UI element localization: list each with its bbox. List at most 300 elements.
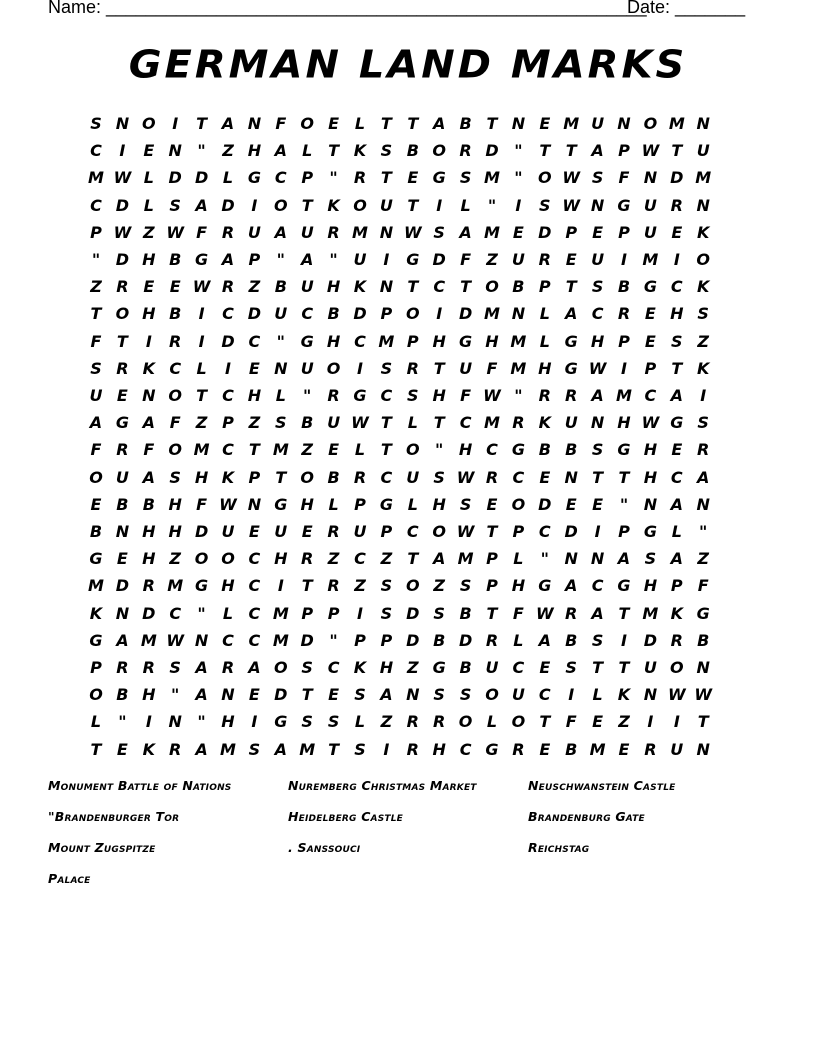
grid-letter: E — [486, 494, 498, 514]
grid-letter: F — [486, 358, 498, 378]
grid-letter: U — [379, 195, 393, 215]
grid-letter: U — [353, 250, 367, 269]
grid-letter: R — [406, 712, 419, 732]
grid-letter: I — [145, 712, 152, 732]
grid-letter: O — [273, 195, 288, 215]
grid-letter: R — [116, 277, 129, 297]
grid-letter: K — [327, 195, 340, 215]
grid-letter: G — [195, 576, 209, 596]
grid-letter: L — [143, 195, 154, 215]
grid-letter: Z — [222, 141, 234, 161]
grid-letter: R — [169, 331, 182, 351]
grid-letter: S — [697, 413, 709, 433]
grid-letter: O — [273, 658, 288, 677]
grid-letter: D — [643, 630, 658, 650]
grid-letter: F — [169, 413, 181, 433]
grid-letter: N — [696, 494, 710, 514]
grid-letter: U — [300, 277, 314, 297]
grid-letter: O — [221, 549, 235, 569]
word-list-item: Neuschwanstein Castle — [528, 778, 676, 793]
grid-letter: R — [485, 630, 499, 650]
grid-letter: R — [221, 222, 235, 242]
grid-letter: E — [671, 440, 683, 460]
grid-letter: E — [512, 222, 524, 242]
grid-letter: U — [591, 114, 605, 133]
grid-letter: H — [326, 331, 341, 351]
grid-letter: F — [196, 494, 208, 514]
grid-letter: M — [563, 114, 580, 133]
grid-letter: M — [272, 440, 289, 460]
grid-letter: T — [380, 168, 392, 188]
grid-letter: D — [406, 630, 420, 650]
grid-letter: L — [592, 685, 603, 705]
grid-letter: M — [668, 114, 685, 133]
grid-letter: A — [248, 658, 261, 677]
grid-letter: S — [301, 658, 313, 677]
grid-letter: S — [433, 222, 445, 242]
grid-letter: P — [486, 549, 498, 569]
grid-letter: E — [407, 168, 419, 188]
grid-letter: P — [90, 658, 102, 677]
grid-letter: W — [403, 222, 422, 242]
grid-letter: L — [513, 630, 524, 650]
grid-letter: R — [512, 739, 525, 759]
grid-letter: B — [142, 494, 155, 514]
grid-letter: H — [432, 739, 446, 759]
grid-letter: G — [300, 331, 314, 351]
grid-letter: O — [405, 304, 420, 324]
grid-letter: A — [195, 195, 208, 215]
grid-letter: S — [380, 576, 393, 596]
grid-letter: M — [167, 576, 184, 596]
grid-letter: N — [643, 685, 658, 705]
grid-letter: N — [643, 168, 658, 188]
grid-letter: D — [142, 603, 156, 623]
grid-letter: " — [197, 603, 206, 623]
grid-letter: R — [301, 549, 314, 569]
grid-letter: E — [169, 277, 181, 297]
grid-letter: T — [592, 658, 604, 677]
grid-letter: N — [142, 386, 156, 405]
grid-letter: I — [594, 522, 601, 541]
grid-letter: B — [565, 440, 578, 460]
grid-letter: Z — [248, 277, 261, 297]
grid-letter: I — [568, 685, 575, 705]
grid-letter: K — [353, 277, 367, 297]
grid-letter: T — [433, 413, 445, 433]
grid-letter: T — [116, 331, 128, 351]
grid-letter: T — [618, 467, 630, 487]
grid-letter: P — [538, 277, 551, 297]
grid-letter: R — [538, 386, 551, 405]
word-list-item: Reichstag — [528, 840, 590, 855]
grid-letter: K — [89, 603, 103, 623]
grid-letter: C — [354, 331, 366, 351]
grid-letter: H — [458, 440, 473, 460]
grid-letter: R — [221, 277, 235, 297]
grid-letter: Z — [327, 549, 340, 569]
grid-letter: U — [696, 141, 710, 161]
grid-letter: A — [591, 603, 604, 623]
grid-letter: M — [616, 386, 632, 405]
grid-letter: B — [274, 277, 287, 297]
grid-letter: O — [485, 685, 499, 705]
grid-letter: I — [621, 250, 627, 269]
grid-letter: L — [486, 712, 498, 732]
grid-letter: Z — [380, 549, 393, 569]
grid-letter: C — [538, 522, 551, 541]
grid-letter: O — [432, 522, 446, 541]
grid-letter: R — [617, 304, 631, 324]
grid-letter: C — [380, 386, 393, 405]
grid-letter: H — [168, 522, 182, 541]
grid-letter: A — [221, 114, 235, 133]
grid-letter: F — [90, 331, 102, 351]
grid-letter: D — [485, 141, 499, 161]
grid-letter: M — [88, 168, 104, 188]
grid-letter: H — [326, 277, 341, 297]
grid-letter: T — [301, 576, 313, 596]
grid-letter: H — [643, 440, 658, 460]
grid-letter: E — [116, 549, 128, 569]
grid-letter: H — [511, 576, 526, 596]
grid-letter: G — [379, 494, 393, 514]
grid-letter: N — [406, 685, 420, 705]
grid-letter: H — [247, 141, 262, 161]
grid-letter: Z — [697, 331, 709, 351]
grid-letter: E — [301, 522, 313, 541]
word-list-item: Palace — [48, 871, 91, 886]
grid-letter: E — [644, 304, 656, 324]
grid-letter: L — [354, 712, 366, 732]
grid-letter: G — [89, 630, 103, 650]
grid-letter: N — [115, 603, 130, 623]
grid-letter: H — [432, 494, 446, 514]
grid-letter: W — [166, 222, 185, 242]
grid-letter: P — [406, 331, 419, 351]
grid-letter: S — [591, 440, 604, 460]
grid-letter: P — [248, 467, 261, 487]
grid-letter: H — [142, 250, 156, 269]
grid-letter: G — [511, 440, 525, 460]
grid-letter: S — [459, 576, 472, 596]
grid-letter: S — [591, 168, 604, 188]
grid-letter: Z — [406, 658, 419, 677]
grid-letter: A — [459, 222, 472, 242]
grid-letter: R — [353, 168, 367, 188]
grid-letter: L — [196, 358, 207, 378]
grid-letter: A — [432, 114, 446, 133]
grid-letter: L — [407, 413, 418, 433]
grid-letter: T — [433, 358, 445, 378]
grid-letter: C — [248, 576, 261, 596]
grid-letter: I — [515, 195, 522, 215]
grid-letter: P — [301, 603, 314, 623]
grid-letter: A — [195, 658, 208, 677]
grid-letter: C — [169, 358, 182, 378]
grid-letter: F — [512, 603, 524, 623]
grid-letter: S — [380, 603, 393, 623]
grid-letter: " — [276, 250, 285, 269]
grid-letter: D — [115, 195, 130, 215]
grid-letter: H — [643, 576, 658, 596]
grid-letter: A — [274, 739, 287, 759]
grid-letter: S — [380, 141, 393, 161]
grid-letter: " — [487, 195, 497, 215]
grid-letter: A — [221, 250, 235, 269]
grid-letter: C — [222, 386, 234, 405]
grid-letter: A — [142, 467, 155, 487]
grid-letter: T — [697, 712, 709, 732]
grid-letter: A — [195, 739, 208, 759]
grid-letter: A — [564, 576, 578, 596]
grid-letter: A — [432, 549, 446, 569]
grid-letter: E — [143, 141, 155, 161]
grid-letter: R — [406, 739, 419, 759]
grid-letter: H — [247, 386, 262, 405]
grid-letter: G — [432, 658, 446, 677]
grid-letter: I — [198, 331, 205, 351]
grid-letter: R — [644, 739, 657, 759]
grid-letter: T — [539, 141, 551, 161]
grid-letter: S — [459, 168, 472, 188]
grid-letter: M — [589, 739, 606, 759]
grid-letter: H — [221, 712, 235, 732]
grid-letter: M — [193, 440, 210, 460]
grid-letter: F — [90, 440, 102, 460]
grid-letter: O — [669, 658, 684, 677]
word-list-item: . Sanssouci — [288, 840, 361, 855]
grid-letter: R — [538, 250, 551, 269]
grid-letter: G — [353, 386, 367, 405]
grid-letter: I — [436, 304, 443, 324]
grid-letter: R — [353, 467, 367, 487]
grid-letter: B — [459, 114, 472, 133]
grid-letter: R — [327, 522, 340, 541]
grid-letter: A — [591, 386, 604, 405]
grid-letter: T — [275, 467, 287, 487]
grid-letter: S — [354, 685, 366, 705]
grid-letter: T — [618, 658, 630, 677]
grid-letter: L — [354, 440, 366, 460]
grid-letter: O — [89, 467, 103, 487]
grid-letter: T — [196, 114, 208, 133]
grid-letter: N — [590, 413, 605, 433]
grid-letter: D — [670, 168, 684, 188]
grid-letter: " — [329, 630, 338, 650]
grid-letter: T — [90, 739, 102, 759]
grid-letter: N — [696, 658, 710, 677]
grid-letter: " — [197, 141, 206, 161]
grid-letter: T — [380, 114, 392, 133]
grid-letter: I — [277, 576, 284, 596]
grid-letter: " — [197, 712, 206, 732]
grid-letter: L — [275, 386, 286, 405]
grid-letter: A — [89, 413, 103, 433]
grid-letter: D — [458, 304, 473, 324]
grid-letter: D — [432, 250, 446, 269]
grid-letter: N — [564, 467, 578, 487]
grid-letter: C — [327, 658, 340, 677]
grid-letter: U — [300, 222, 314, 242]
grid-letter: I — [673, 250, 680, 269]
grid-letter: T — [565, 141, 577, 161]
grid-letter: G — [115, 413, 129, 433]
grid-letter: L — [302, 141, 313, 161]
grid-letter: E — [116, 386, 128, 405]
grid-letter: S — [433, 603, 445, 623]
grid-letter: H — [142, 549, 156, 569]
grid-letter: H — [432, 331, 446, 351]
grid-letter: E — [539, 739, 551, 759]
grid-letter: C — [433, 277, 446, 297]
grid-letter: W — [456, 522, 475, 541]
grid-letter: K — [696, 277, 710, 297]
grid-letter: O — [194, 549, 209, 569]
grid-letter: O — [405, 440, 420, 460]
grid-letter: C — [222, 630, 234, 650]
word-list-item: Nuremberg Christmas Market — [288, 778, 477, 793]
grid-letter: W — [113, 222, 132, 242]
grid-letter: S — [169, 467, 181, 487]
grid-letter: F — [565, 712, 577, 732]
grid-letter: B — [89, 522, 103, 541]
grid-letter: H — [379, 658, 394, 677]
page-title: GERMAN LAND MARKS — [128, 43, 688, 87]
grid-letter: A — [274, 222, 287, 242]
grid-letter: C — [670, 467, 683, 487]
grid-letter: " — [514, 168, 523, 188]
grid-letter: A — [274, 141, 287, 161]
grid-letter: T — [592, 467, 604, 487]
grid-letter: L — [513, 549, 524, 569]
grid-letter: B — [565, 630, 578, 650]
grid-letter: T — [301, 685, 313, 705]
grid-letter: O — [141, 114, 156, 133]
grid-letter: C — [222, 304, 234, 324]
grid-letter: K — [353, 141, 367, 161]
word-list-item: Monument Battle of Nations — [48, 778, 232, 793]
grid-letter: E — [328, 440, 340, 460]
grid-letter: E — [539, 467, 551, 487]
grid-letter: U — [327, 413, 341, 433]
grid-letter: I — [621, 358, 627, 378]
grid-letter: Z — [195, 413, 208, 433]
grid-letter: N — [379, 277, 394, 297]
grid-letter: H — [670, 304, 684, 324]
grid-letter: H — [221, 576, 235, 596]
grid-letter: P — [354, 494, 366, 514]
grid-letter: F — [275, 114, 287, 133]
grid-letter: T — [565, 277, 577, 297]
grid-letter: N — [696, 195, 710, 215]
grid-letter: D — [564, 522, 578, 541]
grid-letter: A — [300, 250, 314, 269]
grid-letter: " — [435, 440, 444, 460]
grid-letter: I — [225, 358, 231, 378]
grid-letter: G — [564, 358, 578, 378]
grid-letter: C — [459, 413, 472, 433]
grid-letter: Z — [433, 576, 445, 596]
grid-letter: " — [514, 386, 523, 405]
grid-letter: O — [511, 712, 526, 732]
grid-letter: N — [115, 114, 130, 133]
grid-letter: P — [380, 304, 393, 324]
grid-letter: S — [565, 658, 577, 677]
grid-letter: R — [512, 413, 525, 433]
grid-letter: " — [514, 141, 523, 161]
grid-letter: N — [115, 522, 130, 541]
grid-letter: M — [457, 549, 474, 569]
grid-letter: N — [379, 222, 394, 242]
name-field-label: Name: ______________________________________________________ — [48, 0, 647, 17]
grid-letter: G — [564, 331, 578, 351]
grid-letter: Z — [90, 277, 102, 297]
grid-letter: S — [275, 413, 287, 433]
grid-letter: B — [327, 467, 340, 487]
grid-letter: N — [696, 114, 710, 133]
grid-letter: P — [248, 250, 261, 269]
grid-letter: D — [406, 603, 420, 623]
grid-letter: B — [327, 304, 340, 324]
grid-letter: T — [328, 141, 340, 161]
grid-letter: R — [142, 658, 155, 677]
grid-letter: O — [89, 685, 103, 705]
grid-letter: S — [327, 712, 340, 732]
grid-letter: I — [436, 195, 443, 215]
grid-letter: P — [354, 630, 366, 650]
grid-letter: M — [378, 331, 395, 351]
grid-letter: Z — [169, 549, 181, 569]
grid-letter: C — [591, 304, 604, 324]
grid-letter: C — [248, 603, 261, 623]
grid-letter: C — [248, 331, 261, 351]
grid-letter: C — [169, 603, 182, 623]
grid-letter: " — [329, 168, 338, 188]
grid-letter: R — [327, 222, 340, 242]
grid-letter: M — [220, 739, 236, 759]
grid-letter: E — [618, 739, 630, 759]
grid-letter: E — [143, 277, 155, 297]
grid-letter: N — [247, 114, 262, 133]
grid-letter: R — [169, 739, 182, 759]
grid-letter: W — [641, 141, 660, 161]
grid-letter: U — [274, 304, 288, 324]
grid-letter: H — [142, 304, 156, 324]
grid-letter: G — [617, 440, 631, 460]
grid-letter: S — [591, 630, 604, 650]
grid-letter: W — [113, 168, 132, 188]
grid-letter: T — [248, 440, 260, 460]
grid-letter: H — [590, 331, 605, 351]
grid-letter: K — [696, 358, 710, 378]
grid-letter: M — [299, 739, 316, 759]
grid-letter: I — [172, 114, 179, 133]
word-list-item: Brandenburg Gate — [528, 809, 645, 824]
grid-letter: C — [591, 576, 604, 596]
grid-letter: R — [116, 658, 129, 677]
grid-letter: K — [538, 413, 551, 433]
grid-letter: R — [327, 386, 340, 405]
grid-letter: L — [671, 522, 682, 541]
grid-letter: I — [621, 630, 627, 650]
grid-letter: L — [354, 114, 366, 133]
grid-letter: T — [196, 386, 208, 405]
grid-letter: N — [274, 358, 288, 378]
grid-letter: S — [169, 658, 181, 677]
grid-letter: " — [303, 386, 312, 405]
grid-letter: G — [485, 739, 499, 759]
